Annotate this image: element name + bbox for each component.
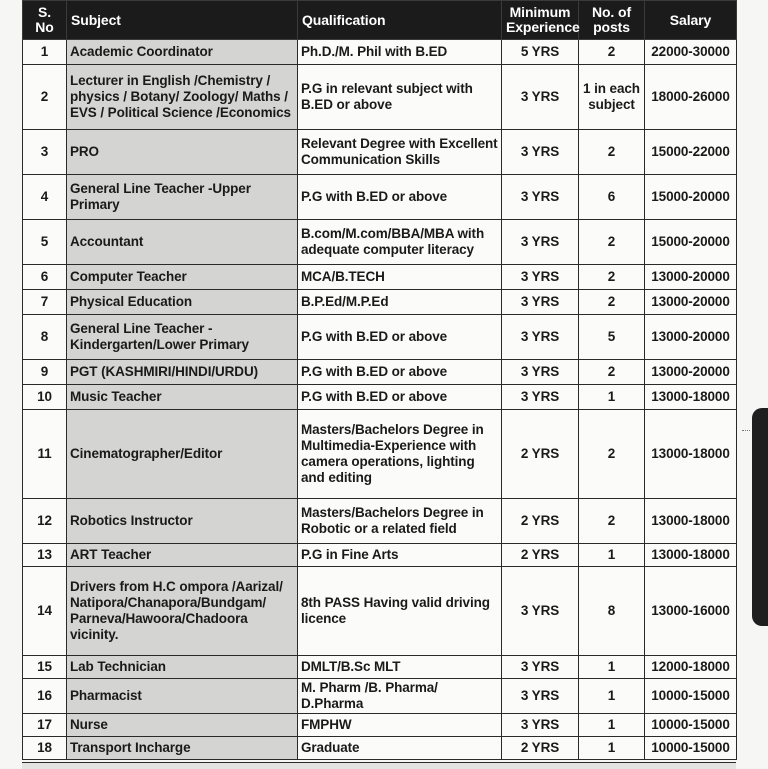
table-row xyxy=(23,265,737,290)
cell-sno: 2 xyxy=(23,65,67,130)
cell-posts: 8 xyxy=(579,567,645,656)
cell-experience: 3 YRS xyxy=(502,385,579,410)
table-row xyxy=(23,567,737,656)
cell-experience: 3 YRS xyxy=(502,360,579,385)
header-experience-line2: Experience xyxy=(506,19,580,35)
cell-sno: 5 xyxy=(23,220,67,265)
cell-experience: 2 YRS xyxy=(502,499,579,544)
cell-experience: 3 YRS xyxy=(502,315,579,360)
cell-qualification: P.G with B.ED or above xyxy=(298,360,502,385)
cell-posts: 1 xyxy=(579,714,645,737)
cell-qualification: Graduate xyxy=(298,737,502,760)
cell-qualification: P.G in relevant subject with B.ED or above xyxy=(298,65,502,130)
cell-posts: 2 xyxy=(579,130,645,175)
cell-salary: 13000-18000 xyxy=(645,544,737,567)
cell-qualification: B.P.Ed/M.P.Ed xyxy=(298,290,502,315)
cell-sno: 16 xyxy=(23,679,67,714)
cell-subject: Lab Technician xyxy=(67,656,298,679)
table-row xyxy=(23,410,737,499)
table-row xyxy=(23,656,737,679)
table-row xyxy=(23,65,737,130)
vacancy-table xyxy=(22,0,737,760)
cell-sno: 17 xyxy=(23,714,67,737)
cell-experience: 2 YRS xyxy=(502,544,579,567)
header-posts-line2: posts xyxy=(593,19,630,35)
header-posts xyxy=(579,1,645,40)
cell-experience: 2 YRS xyxy=(502,737,579,760)
cell-salary: 13000-18000 xyxy=(645,385,737,410)
cell-posts: 2 xyxy=(579,265,645,290)
table-row xyxy=(23,499,737,544)
page-edge-mark xyxy=(742,430,750,436)
cell-sno: 13 xyxy=(23,544,67,567)
cell-posts: 2 xyxy=(579,290,645,315)
cell-subject: Academic Coordinator xyxy=(67,40,298,65)
cell-subject: ART Teacher xyxy=(67,544,298,567)
cell-experience: 3 YRS xyxy=(502,175,579,220)
cell-qualification: FMPHW xyxy=(298,714,502,737)
cell-posts: 1 xyxy=(579,737,645,760)
cell-subject: Pharmacist xyxy=(67,679,298,714)
cell-salary: 13000-16000 xyxy=(645,567,737,656)
cell-experience: 3 YRS xyxy=(502,290,579,315)
cell-qualification: MCA/B.TECH xyxy=(298,265,502,290)
cell-experience: 3 YRS xyxy=(502,679,579,714)
cell-sno: 14 xyxy=(23,567,67,656)
cell-posts: 2 xyxy=(579,410,645,499)
cell-posts: 5 xyxy=(579,315,645,360)
cell-posts: 2 xyxy=(579,220,645,265)
header-experience-line1: Minimum xyxy=(509,4,571,20)
cell-posts: 2 xyxy=(579,499,645,544)
cell-qualification: Masters/Bachelors Degree in Multimedia-Experience with camera operations, lighting and editing xyxy=(298,410,502,499)
cell-sno: 4 xyxy=(23,175,67,220)
cell-experience: 3 YRS xyxy=(502,714,579,737)
cell-qualification: Ph.D./M. Phil with B.ED xyxy=(298,40,502,65)
cell-qualification: P.G in Fine Arts xyxy=(298,544,502,567)
cell-sno: 3 xyxy=(23,130,67,175)
cell-posts: 1 xyxy=(579,679,645,714)
cell-qualification: P.G with B.ED or above xyxy=(298,315,502,360)
cell-experience: 3 YRS xyxy=(502,220,579,265)
cell-subject: PRO xyxy=(67,130,298,175)
cell-subject: PGT (KASHMIRI/HINDI/URDU) xyxy=(67,360,298,385)
cell-posts: 2 xyxy=(579,360,645,385)
cell-qualification: M. Pharm /B. Pharma/ D.Pharma xyxy=(298,679,502,714)
cell-subject: General Line Teacher -Upper Primary xyxy=(67,175,298,220)
cell-salary: 13000-20000 xyxy=(645,315,737,360)
header-salary: Salary xyxy=(645,1,737,40)
cell-experience: 3 YRS xyxy=(502,65,579,130)
cell-salary: 13000-18000 xyxy=(645,499,737,544)
cell-sno: 9 xyxy=(23,360,67,385)
cell-experience: 3 YRS xyxy=(502,567,579,656)
cell-qualification: DMLT/B.Sc MLT xyxy=(298,656,502,679)
table-row xyxy=(23,290,737,315)
cell-experience: 3 YRS xyxy=(502,130,579,175)
table-body xyxy=(23,40,737,760)
cell-subject: Lecturer in English /Chemistry / physics / Botany/ Zoology/ Maths / EVS / Political Science /Economics xyxy=(67,65,298,130)
cell-sno: 1 xyxy=(23,40,67,65)
cell-experience: 3 YRS xyxy=(502,656,579,679)
cell-sno: 12 xyxy=(23,499,67,544)
table-row xyxy=(23,737,737,760)
cell-subject: Nurse xyxy=(67,714,298,737)
cell-experience: 5 YRS xyxy=(502,40,579,65)
cell-sno: 8 xyxy=(23,315,67,360)
cell-salary: 22000-30000 xyxy=(645,40,737,65)
table-row xyxy=(23,175,737,220)
cell-experience: 2 YRS xyxy=(502,410,579,499)
table-row xyxy=(23,385,737,410)
cell-qualification: P.G with B.ED or above xyxy=(298,385,502,410)
cell-salary: 18000-26000 xyxy=(645,65,737,130)
cell-subject: Drivers from H.C ompora /Aarizal/ Natipora/Chanapora/Bundgam/ Parneva/Hawoora/Chadoora vicinity. xyxy=(67,567,298,656)
cell-subject: Cinematographer/Editor xyxy=(67,410,298,499)
cell-subject: General Line Teacher - Kindergarten/Lower Primary xyxy=(67,315,298,360)
cell-salary: 10000-15000 xyxy=(645,679,737,714)
table-row xyxy=(23,220,737,265)
cell-posts: 2 xyxy=(579,40,645,65)
table-row xyxy=(23,360,737,385)
cell-salary: 13000-18000 xyxy=(645,410,737,499)
table-row xyxy=(23,130,737,175)
table-row xyxy=(23,714,737,737)
header-experience xyxy=(502,1,579,40)
table-header-row xyxy=(23,1,737,40)
cell-salary: 10000-15000 xyxy=(645,737,737,760)
header-sno: S. No xyxy=(23,1,67,40)
cell-posts: 1 xyxy=(579,385,645,410)
cell-salary: 12000-18000 xyxy=(645,656,737,679)
cell-posts: 1 in each subject xyxy=(579,65,645,130)
cell-subject: Computer Teacher xyxy=(67,265,298,290)
cell-salary: 13000-20000 xyxy=(645,265,737,290)
cell-salary: 15000-20000 xyxy=(645,220,737,265)
cell-sno: 6 xyxy=(23,265,67,290)
cell-salary: 15000-20000 xyxy=(645,175,737,220)
table-row xyxy=(23,315,737,360)
cell-subject: Robotics Instructor xyxy=(67,499,298,544)
header-subject: Subject xyxy=(67,1,298,40)
cell-posts: 1 xyxy=(579,656,645,679)
cell-subject: Physical Education xyxy=(67,290,298,315)
cell-sno: 18 xyxy=(23,737,67,760)
cell-sno: 15 xyxy=(23,656,67,679)
table-row xyxy=(23,544,737,567)
header-qualification: Qualification xyxy=(298,1,502,40)
table-row xyxy=(23,679,737,714)
cell-experience: 3 YRS xyxy=(502,265,579,290)
cell-qualification: B.com/M.com/BBA/MBA with adequate computer literacy xyxy=(298,220,502,265)
cell-salary: 13000-20000 xyxy=(645,360,737,385)
cell-sno: 10 xyxy=(23,385,67,410)
cell-posts: 1 xyxy=(579,544,645,567)
cell-qualification: Masters/Bachelors Degree in Robotic or a related field xyxy=(298,499,502,544)
cell-subject: Accountant xyxy=(67,220,298,265)
cell-subject: Transport Incharge xyxy=(67,737,298,760)
cell-posts: 6 xyxy=(579,175,645,220)
dark-side-tab xyxy=(752,408,768,626)
cell-qualification: 8th PASS Having valid driving licence xyxy=(298,567,502,656)
cell-salary: 10000-15000 xyxy=(645,714,737,737)
cell-subject: Music Teacher xyxy=(67,385,298,410)
cell-salary: 15000-22000 xyxy=(645,130,737,175)
table-row xyxy=(23,40,737,65)
cell-qualification: Relevant Degree with Excellent Communication Skills xyxy=(298,130,502,175)
cell-sno: 11 xyxy=(23,410,67,499)
cell-sno: 7 xyxy=(23,290,67,315)
header-posts-line1: No. of xyxy=(591,4,632,20)
cell-salary: 13000-20000 xyxy=(645,290,737,315)
cell-qualification: P.G with B.ED or above xyxy=(298,175,502,220)
